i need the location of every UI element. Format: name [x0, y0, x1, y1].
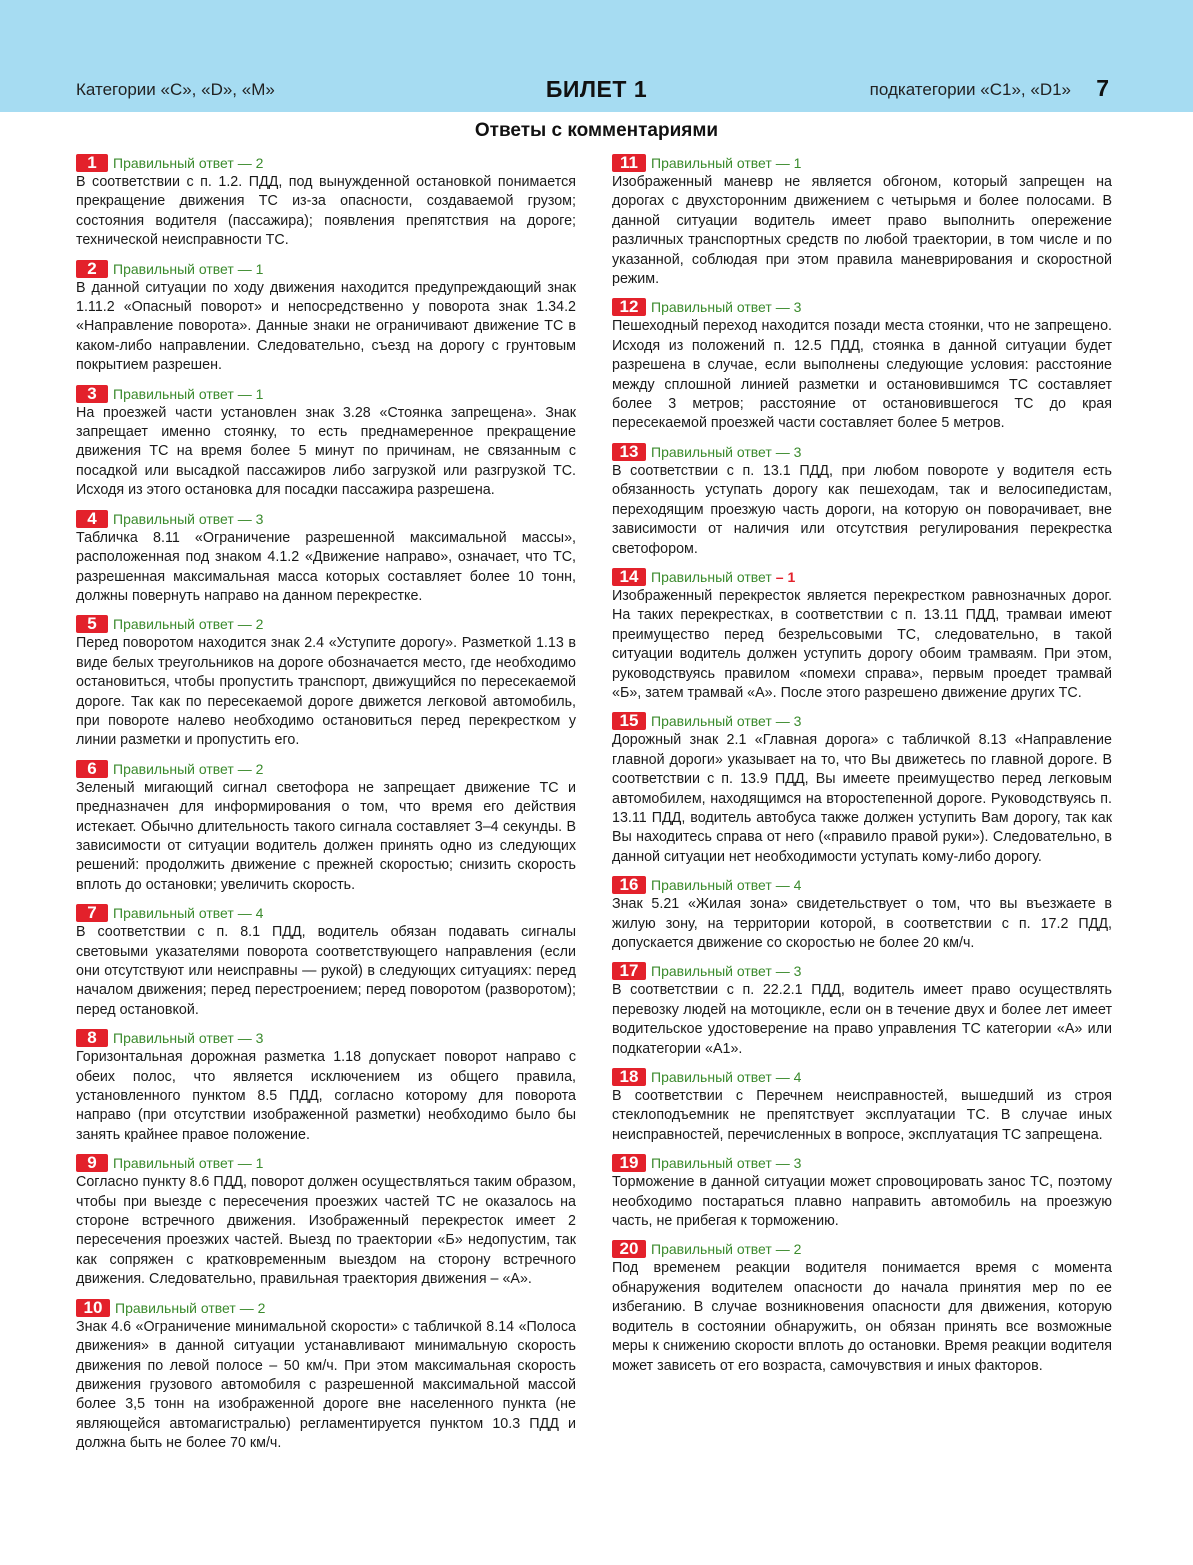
question-number-badge: 18 — [612, 1068, 646, 1086]
correct-answer-label: Правильный ответ — [113, 760, 234, 777]
question-number-badge: 10 — [76, 1299, 110, 1317]
answer-header — [76, 614, 576, 634]
correct-answer-value: — 3 — [775, 443, 802, 460]
correct-answer-value: — 4 — [775, 877, 802, 894]
answer-header — [76, 759, 576, 779]
correct-answer-value: — 4 — [775, 1069, 802, 1086]
question-number-badge: 13 — [612, 443, 646, 461]
correct-answer-value: — 1 — [237, 385, 264, 402]
answer-comment: Под временем реакции водителя понимается время с момента обнаружения водителем опасности до начала принятия мер по ее избеганию. В случае возникновения опасности для движения, которую водитель в состоянии обнаружить, он обязан принять все возможные меры к снижению скорости вплоть до остановки. Время реакции водителя может зависеть от его возраста, самочувствия и иных факторов. — [612, 1260, 1112, 1374]
answer-comment: Торможение в данной ситуации может спровоцировать занос ТС, поэтому необходимо постараться плавно направить автомобиль на проезжую часть, не прибегая к торможению. — [612, 1174, 1112, 1230]
question-number-badge: 1 — [76, 154, 108, 172]
answer-comment: Изображенный перекресток является перекрестком равнозначных дорог. На таких перекрестках, в соответствии с п. 13.11 ПДД, трамваи имеют преимущество перед безрельсовыми ТС, следовательно, в такой ситуации водитель должен уступить дорогу обоим трамваям. При этом, руководствуясь правилом «помехи справа», первым проедет трамвай «Б», затем трамвай «А». После этого разрешено движение других ТС. — [612, 587, 1112, 701]
answer-item-2 — [76, 259, 576, 376]
correct-answer-label: Правильный ответ — [115, 1299, 236, 1316]
correct-answer-value: — 2 — [237, 616, 264, 633]
answer-header — [76, 1028, 576, 1048]
answer-comment: Знак 5.21 «Жилая зона» свидетельствует о том, что вы въезжаете в жилую зону, на территории которой, в соответствии с п. 17.2 ПДД, допускается движение со скоростью не более 20 км/ч. — [612, 896, 1112, 951]
subcategories-label: подкатегории «C1», «D1» — [869, 80, 1071, 99]
correct-answer-label: Правильный ответ — [651, 963, 772, 980]
correct-answer-value: — 3 — [775, 299, 802, 316]
answer-item-19 — [612, 1153, 1112, 1231]
answer-header — [612, 1239, 1112, 1259]
correct-answer-label: Правильный ответ — [651, 1155, 772, 1172]
answer-comment: Знак 4.6 «Ограничение минимальной скорости» с табличкой 8.14 «Полоса движения» в данной ситуации устанавливают минимальную скорость движения по левой полосе – 50 км/ч. При этом максимальная скорость движения грузового автомобиля с разрешенной максимальной массой более 3,5 тонн на изображенной дороге вне населенного пункта (не являющейся автомагистралью) регламентируется пунктом 10.3 ПДД и должна быть не более 70 км/ч. — [76, 1318, 576, 1452]
question-number-badge: 8 — [76, 1029, 108, 1047]
correct-answer-label: Правильный ответ — [651, 1241, 772, 1258]
answer-item-4 — [76, 509, 576, 607]
question-number-badge: 5 — [76, 615, 108, 633]
correct-answer-label: Правильный ответ — [113, 616, 234, 633]
answer-header — [612, 711, 1112, 731]
correct-answer-value: — 2 — [775, 1241, 802, 1258]
correct-answer-value: – 1 — [775, 568, 796, 585]
answer-comment: Изображенный маневр не является обгоном, который запрещен на дорогах с двухсторонним движением с четырьмя и более полосами. В данной ситуации водитель имеет право выполнить опережение различных транспортных средств по любой траектории, в том числе и по указанной, соблюдая при этом правила маневрирования и скоростной режим. — [612, 174, 1112, 288]
ticket-title: БИЛЕТ 1 — [545, 76, 648, 102]
answer-item-8 — [76, 1028, 576, 1145]
correct-answer-value: — 3 — [775, 713, 802, 730]
answer-header — [612, 297, 1112, 317]
correct-answer-label: Правильный ответ — [651, 1069, 772, 1086]
answer-item-18 — [612, 1067, 1112, 1145]
answer-comment: Зеленый мигающий сигнал светофора не запрещает движение ТС и предназначен для информирования о том, что время его действия истекает. Обычно длительность такого сигнала составляет 3–4 секунды. В зависимости от ситуации водитель должен принять одно из следующих решений: продолжить движение с прежней скоростью; снизить скорость вплоть до остановки; увеличить скорость. — [76, 779, 576, 893]
correct-answer-value: — 2 — [239, 1299, 266, 1316]
answer-header — [76, 903, 576, 923]
answer-item-5 — [76, 614, 576, 750]
answer-comment: В соответствии с Перечнем неисправностей, вышедший из строя стеклоподъемник не препятствует эксплуатации ТС. В случае иных неисправностей, перечисленных в вопросе, эксплуатация ТС запрещена. — [612, 1088, 1112, 1143]
answer-comment: На проезжей части установлен знак 3.28 «Стоянка запрещена». Знак запрещает именно стоянку, то есть преднамеренное прекращение движения ТС на время более 5 минут по причинам, не связанным с посадкой или высадкой пассажиров либо загрузкой или разгрузкой ТС. Исходя из этого остановка для посадки пассажира разрешена. — [76, 404, 576, 499]
answer-item-14 — [612, 567, 1112, 703]
answer-comment: В данной ситуации по ходу движения находится предупреждающий знак 1.11.2 «Опасный поворот» и непосредственно у поворота знак 1.34.2 «Направление поворота». Данные знаки не ограничивают движение ТС в каком-либо направлении. Следовательно, съезд на дорогу с грунтовым покрытием разрешен. — [76, 279, 576, 374]
correct-answer-value: — 2 — [237, 155, 264, 171]
section-title: Ответы с комментариями — [474, 120, 719, 141]
categories-label: Категории «C», «D», «M» — [76, 80, 275, 99]
correct-answer-label: Правильный ответ — [651, 568, 772, 585]
question-number-badge: 6 — [76, 760, 108, 778]
question-number-badge: 11 — [612, 154, 646, 172]
correct-answer-value: — 3 — [775, 1155, 802, 1172]
left-column — [76, 153, 576, 1462]
correct-answer-value: — 3 — [237, 1030, 264, 1047]
answer-header — [612, 961, 1112, 981]
correct-answer-label: Правильный ответ — [113, 905, 234, 922]
correct-answer-label: Правильный ответ — [113, 510, 234, 527]
correct-answer-value: — 4 — [237, 905, 264, 922]
answer-item-11 — [612, 153, 1112, 289]
answer-comment: В соответствии с п. 8.1 ПДД, водитель обязан подавать сигналы световыми указателями поворота соответствующего направления (если они отсутствуют или неисправны — рукой) в следующих ситуациях: перед началом движения; перед перестроением; перед поворотом (разворотом); перед остановкой. — [76, 924, 576, 1018]
correct-answer-value: — 1 — [237, 1155, 264, 1172]
answer-item-17 — [612, 961, 1112, 1059]
answer-comment: Табличка 8.11 «Ограничение разрешенной максимальной массы», расположенная под знаком 4.1.2 «Движение направо», означает, что ТС, разрешенная максимальная масса которых составляет более 10 тонн, должны повернуть направо на данном перекрестке. — [76, 529, 576, 604]
answer-header — [76, 259, 576, 279]
correct-answer-label: Правильный ответ — [651, 443, 772, 460]
question-number-badge: 4 — [76, 510, 108, 528]
question-number-badge: 2 — [76, 260, 108, 278]
answer-item-15 — [612, 711, 1112, 867]
correct-answer-label: Правильный ответ — [651, 299, 772, 316]
answer-item-12 — [612, 297, 1112, 433]
correct-answer-value: — 1 — [237, 260, 264, 277]
answer-item-9 — [76, 1153, 576, 1289]
question-number-badge: 7 — [76, 904, 108, 922]
question-number-badge: 20 — [612, 1240, 646, 1258]
page-header — [0, 0, 1193, 112]
answer-comment: В соответствии с п. 13.1 ПДД, при любом повороте у водителя есть обязанность уступать дорогу как пешеходам, так и велосипедистам, переходящим проезжую часть дороги, на которую он поворачивает, вне зависимости от наличия или отсутствия регулирования перекрестка светофором. — [612, 462, 1112, 557]
question-number-badge: 19 — [612, 1154, 646, 1172]
answer-header — [76, 1153, 576, 1173]
correct-answer-label: Правильный ответ — [651, 877, 772, 894]
answer-header — [76, 153, 576, 173]
answer-item-3 — [76, 384, 576, 501]
answer-item-16 — [612, 875, 1112, 953]
page-number: 7 — [1096, 75, 1109, 101]
right-column — [612, 153, 1112, 1384]
correct-answer-value: — 2 — [237, 760, 264, 777]
answer-comment: Согласно пункту 8.6 ПДД, поворот должен осуществляться таким образом, чтобы при выезде с пересечения проезжих частей ТС не оказалось на стороне встречного движения. Изображенный перекресток имеет 2 пересечения проезжих частей. Выезд по траектории «Б» недопустим, так как сопряжен с кратковременным выездом на сторону встречного движения. Следовательно, правильная траектория движения – «А». — [76, 1174, 576, 1288]
correct-answer-label: Правильный ответ — [651, 713, 772, 730]
correct-answer-value: — 3 — [237, 510, 264, 527]
correct-answer-label: Правильный ответ — [113, 385, 234, 402]
answer-item-13 — [612, 442, 1112, 559]
correct-answer-label: Правильный ответ — [113, 1030, 234, 1047]
answer-item-1 — [76, 153, 576, 251]
answer-header — [612, 1067, 1112, 1087]
answer-comment: Перед поворотом находится знак 2.4 «Уступите дорогу». Разметкой 1.13 в виде белых треугольников на дороге обозначается место, где необходимо остановиться, чтобы пропустить транспорт, движущийся по пересекаемой дороге. Так как по пересекаемой дороге движется легковой автомобиль, при повороте налево необходимо остановиться перед перекрестком у линии разметки и пропустить его. — [76, 635, 576, 749]
answer-item-10 — [76, 1298, 576, 1454]
question-number-badge: 17 — [612, 962, 646, 980]
answer-header — [76, 384, 576, 404]
answer-item-6 — [76, 759, 576, 895]
answer-header — [76, 1298, 576, 1318]
correct-answer-label: Правильный ответ — [113, 260, 234, 277]
question-number-badge: 16 — [612, 876, 646, 894]
answer-header — [612, 442, 1112, 462]
correct-answer-label: Правильный ответ — [113, 155, 234, 171]
correct-answer-label: Правильный ответ — [651, 155, 772, 171]
answer-header — [612, 153, 1112, 173]
answer-header — [76, 509, 576, 529]
answer-comment: В соответствии с п. 1.2. ПДД, под вынужденной остановкой понимается прекращение движения ТС из-за опасности, создаваемой грузом; состояния водителя (пассажира); появления препятствия на дороге; технической неисправности ТС. — [76, 174, 576, 249]
answer-header — [612, 1153, 1112, 1173]
answer-item-7 — [76, 903, 576, 1020]
answer-header — [612, 567, 1112, 587]
question-number-badge: 9 — [76, 1154, 108, 1172]
correct-answer-value: — 3 — [775, 963, 802, 980]
answer-header — [612, 875, 1112, 895]
question-number-badge: 14 — [612, 568, 646, 586]
question-number-badge: 12 — [612, 298, 646, 316]
answer-comment: Дорожный знак 2.1 «Главная дорога» с табличкой 8.13 «Направление главной дороги» указывает на то, что Вы движетесь по главной дороге. В соответствии с п. 13.9 ПДД, Вы имеете преимущество перед легковым автомобилем, находящимся на второстепенной дороге. Руководствуясь п. 13.11 ПДД, водитель автобуса также должен уступить Вам дорогу, так как Вы находитесь справа от него («правило правой руки»). Следовательно, в данной ситуации нет необходимости уступать кому-либо дорогу. — [612, 732, 1112, 865]
correct-answer-value: — 1 — [775, 155, 802, 171]
answer-item-20 — [612, 1239, 1112, 1375]
answer-comment: Горизонтальная дорожная разметка 1.18 допускает поворот направо с обеих полос, что является исключением из общего правила, установленного пунктом 8.5 ПДД, согласно которому для поворота направо (при отсутствии изображенной разметки) необходимо было бы занять крайнее правое положение. — [76, 1049, 576, 1143]
question-number-badge: 15 — [612, 712, 646, 730]
question-number-badge: 3 — [76, 385, 108, 403]
answer-comment: Пешеходный переход находится позади места стоянки, что не запрещено. Исходя из положений п. 12.5 ПДД, стоянка в данной ситуации будет разрешена в случае, если выполнены следующие условия: расстояние между сплошной линией разметки и остановившимся ТС составляет более 3 метров; расстояние от остановившегося ТС до края пересекаемой проезжей части составляет более 5 метров. — [612, 318, 1112, 432]
answer-comment: В соответствии с п. 22.2.1 ПДД, водитель имеет право осуществлять перевозку людей на мотоцикле, если он в течение двух и более лет имеет водительское удостоверение на право управления ТС категории «А» или подкатегории «А1». — [612, 982, 1112, 1057]
correct-answer-label: Правильный ответ — [113, 1155, 234, 1172]
